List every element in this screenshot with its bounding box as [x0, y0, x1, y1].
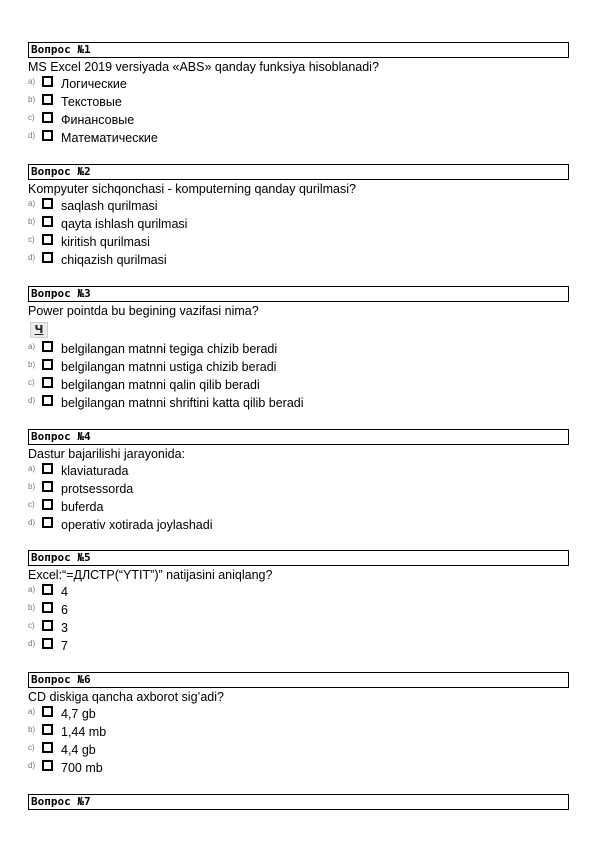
checkbox[interactable] — [42, 395, 53, 406]
option-letter: c) — [28, 500, 35, 509]
option-d[interactable] — [28, 394, 569, 412]
option-b[interactable] — [28, 358, 569, 376]
option-c[interactable] — [28, 619, 569, 637]
option-b[interactable] — [28, 215, 569, 233]
checkbox[interactable] — [42, 341, 53, 352]
option-a[interactable] — [28, 462, 569, 480]
option-letter: c) — [28, 235, 35, 244]
question-text: Excel:“=ДЛСТР(“YTIT”)” natijasini aniqlang? — [28, 568, 273, 582]
option-letter: b) — [28, 603, 36, 612]
option-letter: b) — [28, 95, 36, 104]
option-letter: d) — [28, 639, 36, 648]
question-1 — [28, 42, 569, 147]
option-letter: b) — [28, 217, 36, 226]
checkbox[interactable] — [42, 216, 53, 227]
question-text: Kompyuter sichqonchasi - komputerning qanday qurilmasi? — [28, 182, 356, 196]
option-c[interactable] — [28, 376, 569, 394]
option-text: 3 — [61, 621, 68, 635]
option-letter: d) — [28, 518, 36, 527]
option-a[interactable] — [28, 75, 569, 93]
option-b[interactable] — [28, 93, 569, 111]
checkbox[interactable] — [42, 724, 53, 735]
option-d[interactable] — [28, 129, 569, 147]
option-letter: c) — [28, 378, 35, 387]
question-4 — [28, 429, 569, 534]
option-letter: a) — [28, 199, 36, 208]
checkbox[interactable] — [42, 602, 53, 613]
option-c[interactable] — [28, 111, 569, 129]
question-2 — [28, 164, 569, 269]
option-letter: b) — [28, 725, 36, 734]
option-letter: d) — [28, 761, 36, 770]
option-text: 4,7 gb — [61, 707, 96, 721]
option-text: 4 — [61, 585, 68, 599]
option-d[interactable] — [28, 516, 569, 534]
checkbox[interactable] — [42, 112, 53, 123]
option-text: 700 mb — [61, 761, 103, 775]
option-text: kiritish qurilmasi — [61, 235, 150, 249]
checkbox[interactable] — [42, 234, 53, 245]
option-text: 7 — [61, 639, 68, 653]
checkbox[interactable] — [42, 517, 53, 528]
option-letter: a) — [28, 464, 36, 473]
option-text: Текстовые — [61, 95, 122, 109]
option-c[interactable] — [28, 498, 569, 516]
checkbox[interactable] — [42, 377, 53, 388]
checkbox[interactable] — [42, 499, 53, 510]
checkbox[interactable] — [42, 198, 53, 209]
question-text: MS Excel 2019 versiyada «ABS» qanday funksiya hisoblanadi? — [28, 60, 379, 74]
question-header: Вопрос №7 — [28, 794, 569, 810]
option-d[interactable] — [28, 759, 569, 777]
checkbox[interactable] — [42, 584, 53, 595]
option-text: chiqazish qurilmasi — [61, 253, 167, 267]
option-text: 1,44 mb — [61, 725, 107, 739]
question-3 — [28, 286, 569, 412]
option-text: belgilangan matnni ustiga chizib beradi — [61, 360, 277, 374]
option-b[interactable] — [28, 601, 569, 619]
checkbox[interactable] — [42, 76, 53, 87]
option-text: 6 — [61, 603, 68, 617]
option-letter: a) — [28, 77, 36, 86]
option-text: Логические — [61, 77, 127, 91]
option-c[interactable] — [28, 233, 569, 251]
option-text: protsessorda — [61, 482, 134, 496]
option-text: buferda — [61, 500, 104, 514]
question-header: Вопрос №5 — [28, 550, 569, 566]
question-text: CD diskiga qancha axborot sig’adi? — [28, 690, 224, 704]
option-letter: d) — [28, 131, 36, 140]
option-a[interactable] — [28, 705, 569, 723]
checkbox[interactable] — [42, 620, 53, 631]
option-text: Математические — [61, 131, 158, 145]
question-header: Вопрос №2 — [28, 164, 569, 180]
checkbox[interactable] — [42, 742, 53, 753]
option-d[interactable] — [28, 251, 569, 269]
option-text: operativ xotirada joylashadi — [61, 518, 213, 532]
option-c[interactable] — [28, 741, 569, 759]
checkbox[interactable] — [42, 463, 53, 474]
question-6 — [28, 672, 569, 777]
option-text: saqlash qurilmasi — [61, 199, 158, 213]
option-letter: a) — [28, 707, 36, 716]
checkbox[interactable] — [42, 760, 53, 771]
option-letter: d) — [28, 396, 36, 405]
option-letter: c) — [28, 743, 35, 752]
option-text: belgilangan matnni qalin qilib beradi — [61, 378, 260, 392]
question-7 — [28, 794, 569, 810]
checkbox[interactable] — [42, 706, 53, 717]
option-b[interactable] — [28, 723, 569, 741]
option-text: Финансовые — [61, 113, 135, 127]
option-letter: a) — [28, 342, 36, 351]
option-letter: d) — [28, 253, 36, 262]
checkbox[interactable] — [42, 130, 53, 141]
question-5 — [28, 550, 569, 655]
option-letter: c) — [28, 621, 35, 630]
option-b[interactable] — [28, 480, 569, 498]
option-text: qayta ishlash qurilmasi — [61, 217, 188, 231]
option-letter: c) — [28, 113, 35, 122]
option-d[interactable] — [28, 637, 569, 655]
option-text: klaviaturada — [61, 464, 129, 478]
question-header: Вопрос №4 — [28, 429, 569, 445]
option-text: belgilangan matnni shriftini katta qilib beradi — [61, 396, 304, 410]
option-a[interactable] — [28, 583, 569, 601]
option-a[interactable] — [28, 340, 569, 358]
question-header: Вопрос №6 — [28, 672, 569, 688]
option-letter: b) — [28, 482, 36, 491]
option-letter: b) — [28, 360, 36, 369]
option-text: belgilangan matnni tegiga chizib beradi — [61, 342, 278, 356]
checkbox[interactable] — [42, 481, 53, 492]
checkbox[interactable] — [42, 94, 53, 105]
option-text: 4,4 gb — [61, 743, 96, 757]
option-letter: a) — [28, 585, 36, 594]
question-header: Вопрос №3 — [28, 286, 569, 302]
question-text: Power pointda bu begining vazifasi nima? — [28, 304, 259, 318]
checkbox[interactable] — [42, 252, 53, 263]
option-a[interactable] — [28, 197, 569, 215]
question-header: Вопрос №1 — [28, 42, 569, 58]
checkbox[interactable] — [42, 359, 53, 370]
underline-icon: Ч — [30, 322, 48, 338]
question-text: Dastur bajarilishi jarayonida: — [28, 447, 186, 461]
checkbox[interactable] — [42, 638, 53, 649]
